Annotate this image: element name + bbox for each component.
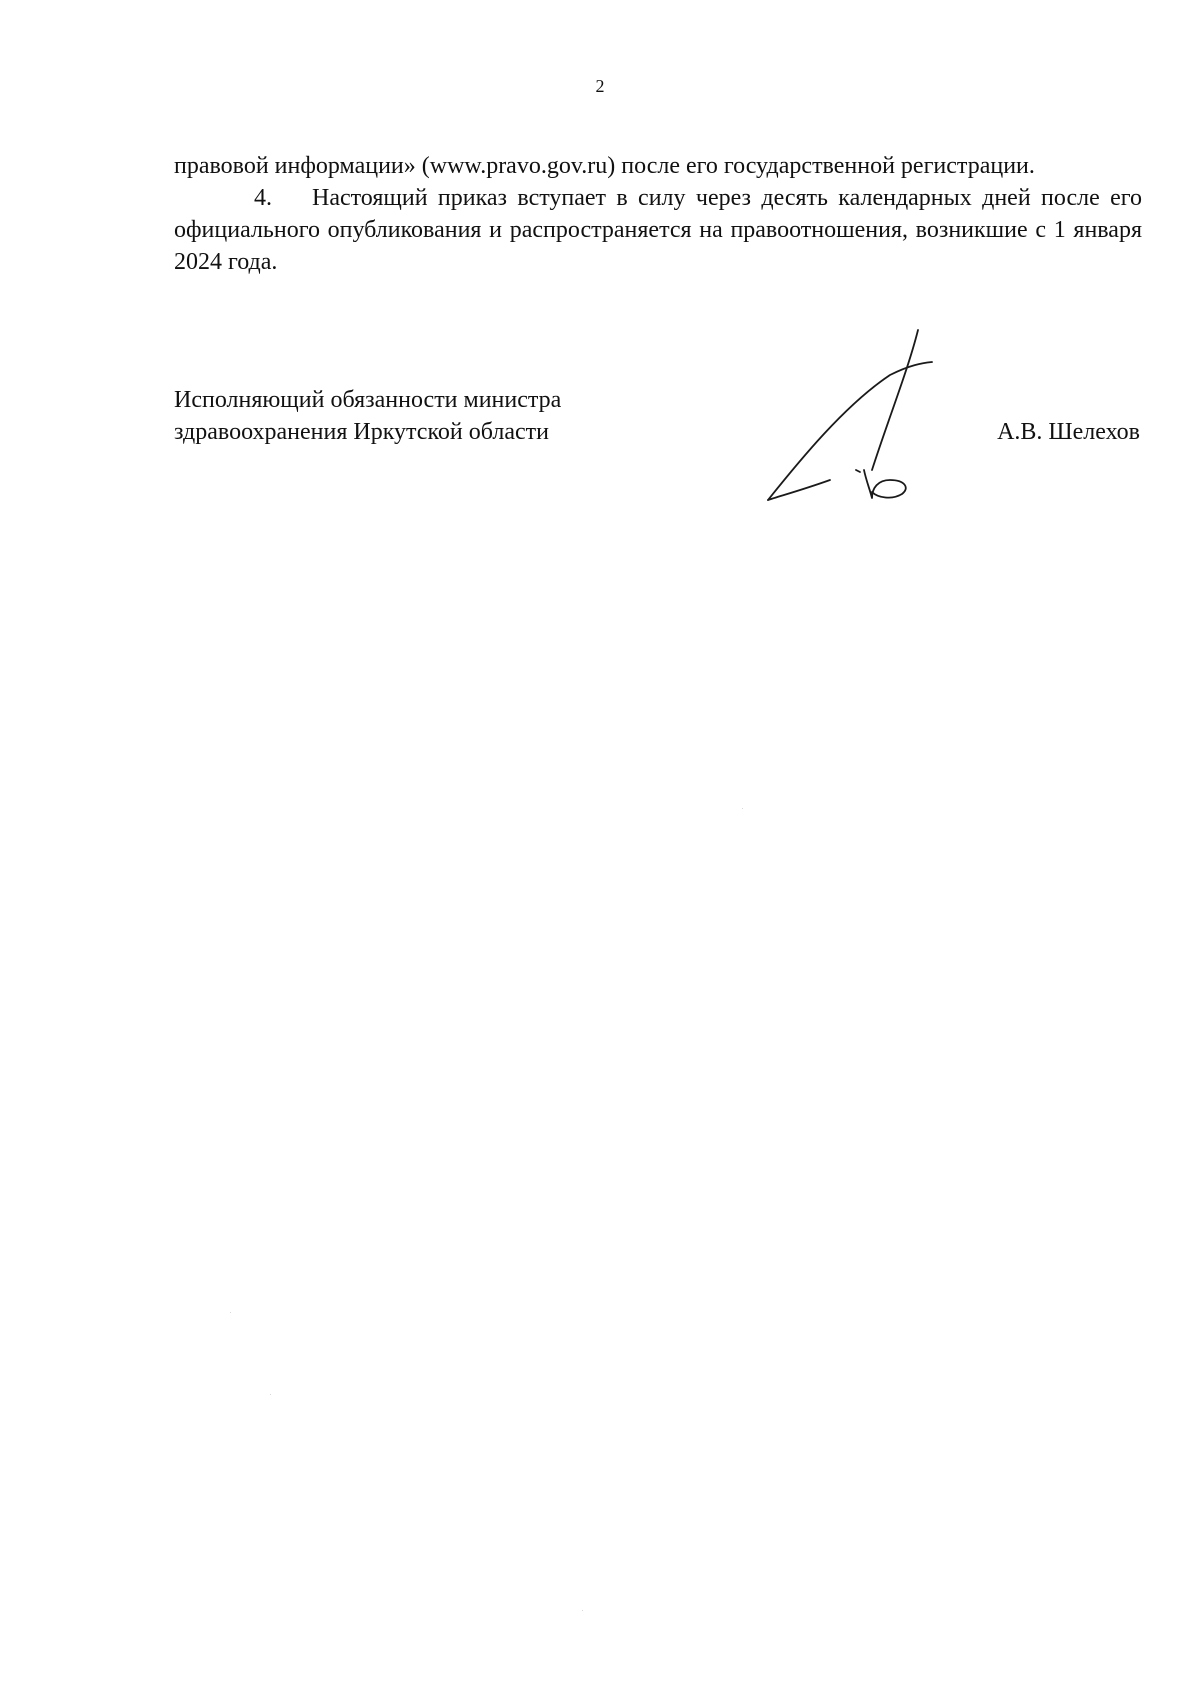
paragraph-text: Настоящий приказ вступает в силу через десять календарных дней после его официального опубликования и распространяется на правоотношения, возникшие с 1 января 2024 года. — [174, 185, 1142, 275]
scan-speck — [742, 808, 743, 809]
paragraph-item-4 — [174, 182, 1142, 278]
scan-speck — [582, 1610, 583, 1611]
signatory-title-line-1: Исполняющий обязанности министра — [174, 387, 562, 413]
signatory-position — [174, 384, 561, 448]
scan-speck — [230, 1312, 231, 1313]
signatory-title-line-2: здравоохранения Иркутской области — [174, 419, 549, 445]
document-body — [174, 150, 1142, 278]
page-number: 2 — [595, 76, 605, 96]
paragraph-number: 4. — [254, 185, 272, 211]
paragraph-continuation: правовой информации» (www.pravo.gov.ru) после его государственной регистрации. — [174, 153, 1035, 179]
scan-speck — [270, 1394, 271, 1395]
handwritten-signature-icon — [760, 320, 960, 520]
signatory-name: А.В. Шелехов — [997, 419, 1140, 445]
